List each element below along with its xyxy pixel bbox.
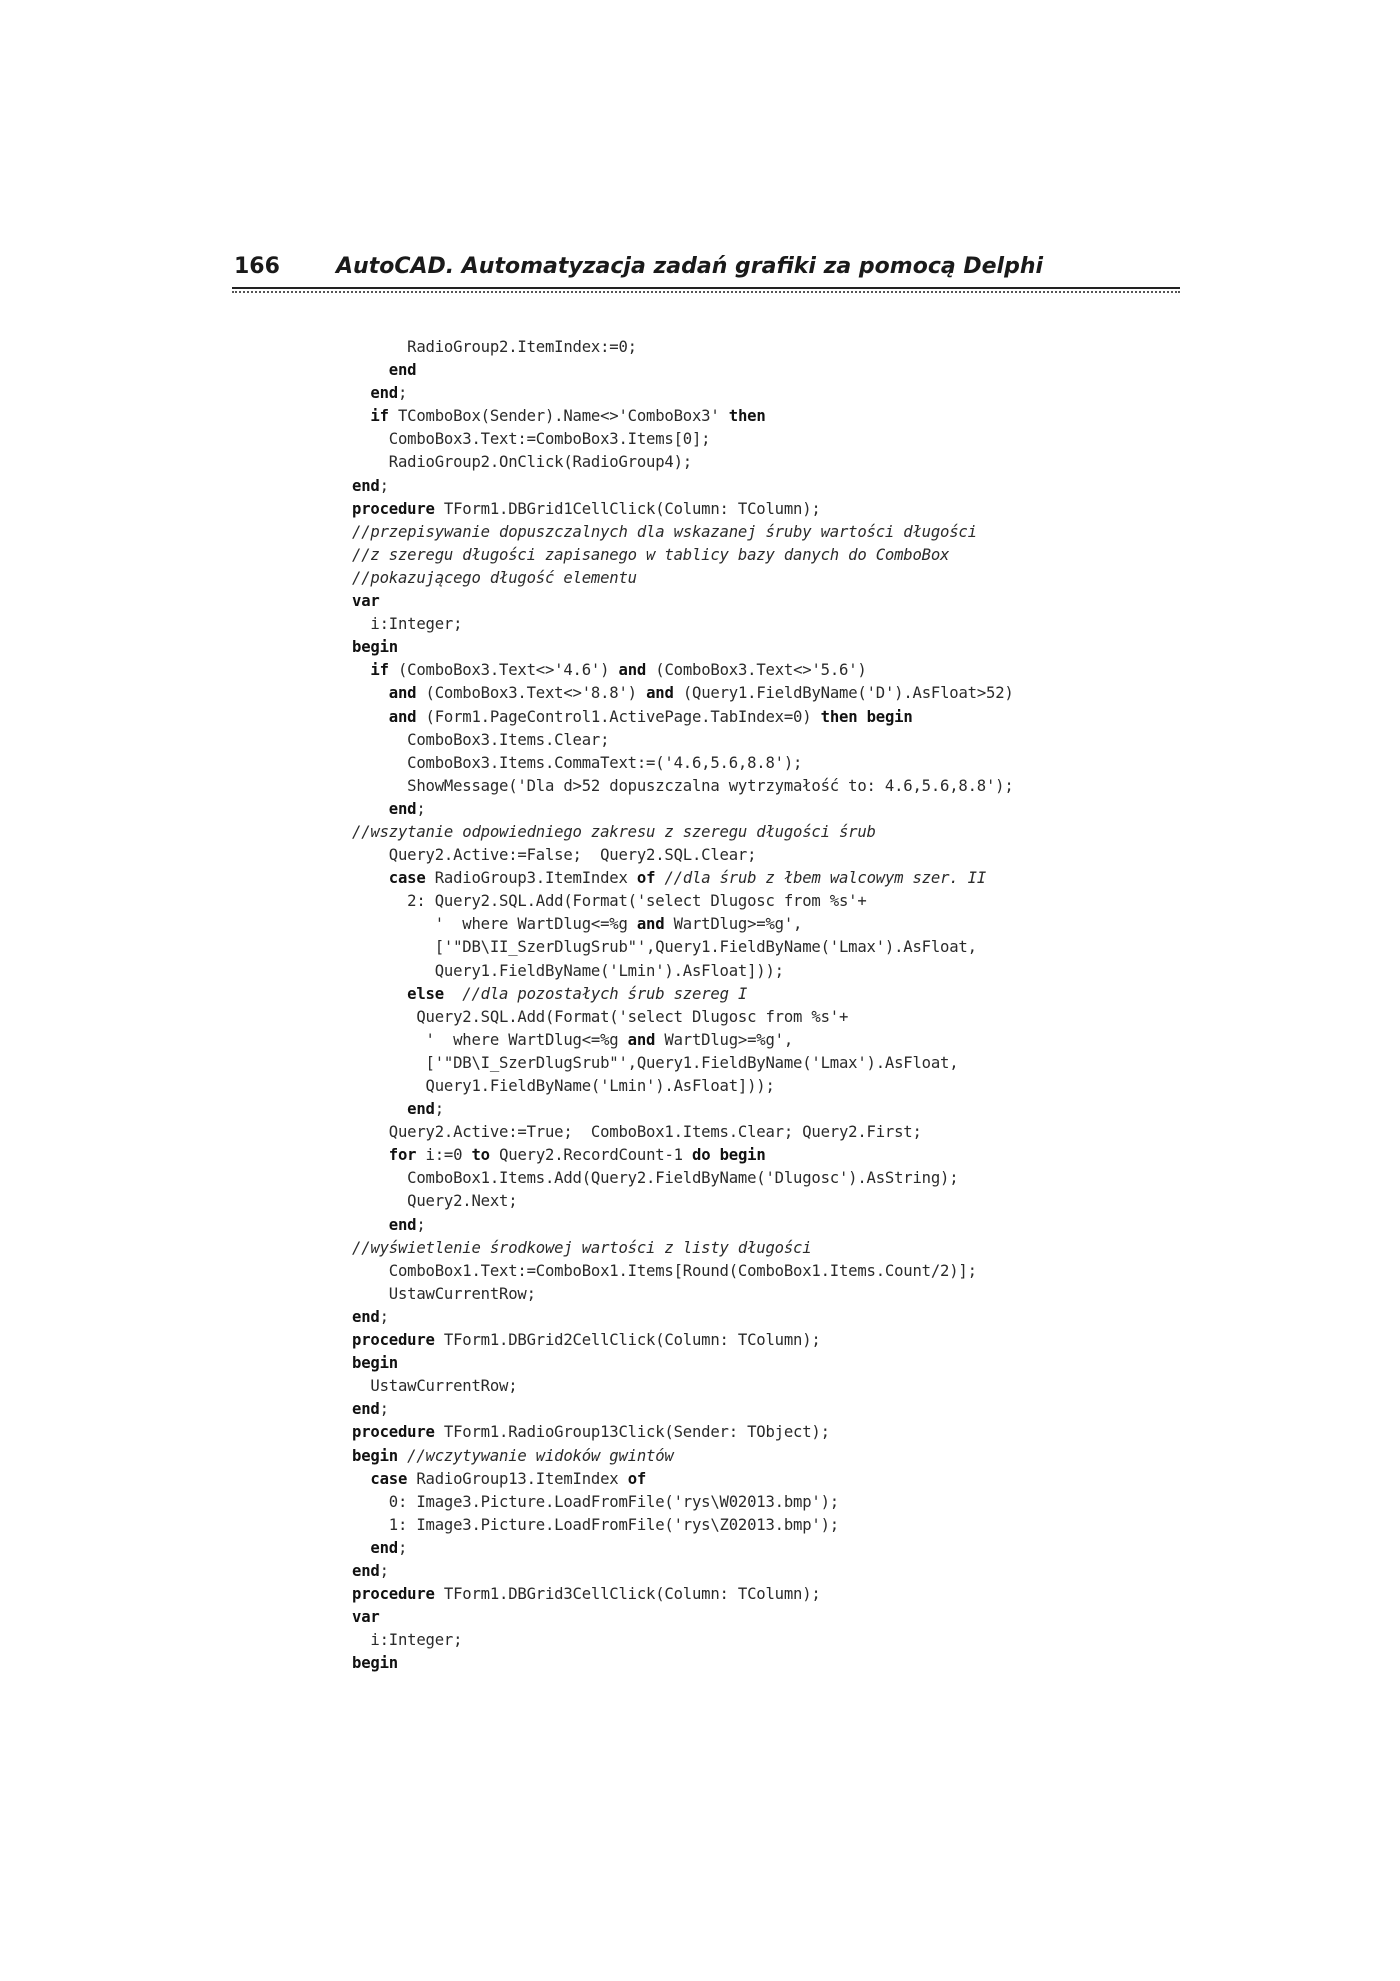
code-text — [352, 1100, 407, 1118]
code-text: (Query1.FieldByName('D').AsFloat>52) — [673, 684, 1014, 703]
code-comment: //wszytanie odpowiedniego zakresu z szeregu długości śrub — [352, 822, 876, 841]
code-keyword: if — [370, 661, 389, 680]
code-text: (ComboBox3.Text<>'4.6') — [388, 661, 619, 680]
code-text: Query2.RecordCount-1 — [489, 1146, 693, 1165]
code-keyword: then begin — [820, 707, 913, 726]
code-text: 0: Image3.Picture.LoadFromFile('rys\W02013.bmp'); — [352, 1492, 839, 1511]
code-keyword: end — [407, 1100, 435, 1119]
code-line — [352, 729, 1112, 752]
code-line — [352, 752, 1112, 775]
code-line — [352, 1283, 1112, 1306]
code-text: Query2.Active:=False; Query2.SQL.Clear; — [352, 846, 757, 865]
code-comment: //dla śrub z łbem walcowym szer. II — [664, 869, 987, 888]
code-line — [352, 1052, 1112, 1075]
code-text: ['"DB\I_SzerDlugSrub"',Query1.FieldByName('Lmax').AsFloat, — [352, 1053, 959, 1072]
book-title: AutoCAD. Automatyzacja zadań grafiki za pomocą Delphi — [336, 254, 1044, 279]
code-line — [352, 844, 1112, 867]
code-keyword: and — [618, 661, 647, 680]
code-keyword: end — [352, 476, 380, 495]
code-keyword: and — [627, 1030, 656, 1049]
code-text: TForm1.DBGrid2CellClick(Column: TColumn); — [434, 1331, 821, 1350]
code-line — [352, 1583, 1112, 1606]
code-text — [352, 800, 389, 818]
code-text — [352, 1216, 389, 1234]
code-text: 1: Image3.Picture.LoadFromFile('rys\Z02013.bmp'); — [352, 1515, 839, 1534]
code-text: ; — [397, 1538, 408, 1557]
code-text: TForm1.DBGrid1CellClick(Column: TColumn); — [434, 499, 821, 518]
code-keyword: then — [728, 407, 766, 426]
code-text: UstawCurrentRow; — [352, 1377, 518, 1396]
code-text — [352, 708, 389, 726]
code-line — [352, 1398, 1112, 1421]
code-text: RadioGroup13.ItemIndex — [407, 1469, 628, 1488]
code-line — [352, 451, 1112, 474]
code-line — [352, 682, 1112, 705]
code-keyword: case — [370, 1469, 408, 1488]
code-text: RadioGroup2.ItemIndex:=0; — [352, 338, 637, 356]
code-line — [352, 1029, 1112, 1052]
code-line — [352, 336, 1112, 359]
code-text: (ComboBox3.Text<>'5.6') — [646, 661, 867, 680]
code-keyword: end — [388, 1215, 417, 1234]
code-comment: //z szeregu długości zapisanego w tablicy bazy danych do ComboBox — [352, 545, 950, 564]
code-text: i:=0 — [416, 1146, 472, 1165]
code-line — [352, 590, 1112, 613]
code-keyword: procedure — [352, 1423, 435, 1442]
code-text: i:Integer; — [352, 1631, 463, 1650]
code-text: RadioGroup2.OnClick(RadioGroup4); — [352, 453, 692, 472]
code-keyword: and — [646, 684, 674, 703]
code-line — [352, 1468, 1112, 1491]
code-line — [352, 636, 1112, 659]
code-comment: //dla pozostałych śrub szereg I — [462, 984, 748, 1003]
code-text — [398, 1447, 407, 1465]
code-text — [352, 384, 370, 402]
code-line — [352, 1121, 1112, 1144]
code-text: Query2.Active:=True; ComboBox1.Items.Clear; Query2.First; — [352, 1123, 922, 1142]
code-text: Query2.Next; — [352, 1192, 518, 1211]
code-line — [352, 1144, 1112, 1167]
code-keyword: for — [388, 1146, 417, 1165]
code-text: TForm1.DBGrid3CellClick(Column: TColumn); — [434, 1585, 821, 1604]
code-line — [352, 1006, 1112, 1029]
code-line — [352, 1167, 1112, 1190]
code-line — [352, 983, 1112, 1006]
code-line — [352, 382, 1112, 405]
code-line — [352, 1375, 1112, 1398]
code-keyword: and — [636, 915, 665, 934]
code-line — [352, 890, 1112, 913]
code-keyword: var — [352, 1608, 380, 1627]
code-line — [352, 1537, 1112, 1560]
code-keyword: end — [370, 1538, 398, 1557]
code-text — [352, 985, 407, 1003]
code-keyword: of — [636, 869, 656, 888]
code-text: ComboBox3.Text:=ComboBox3.Items[0]; — [352, 430, 711, 449]
page-header — [232, 254, 1180, 294]
code-line — [352, 1329, 1112, 1352]
code-listing — [352, 336, 1112, 1675]
code-text: TForm1.RadioGroup13Click(Sender: TObject); — [434, 1423, 830, 1442]
code-line — [352, 567, 1112, 590]
code-text: ComboBox3.Items.Clear; — [352, 730, 610, 749]
code-text — [352, 1146, 389, 1164]
code-text: Query2.SQL.Add(Format('select Dlugosc from %s'+ — [352, 1007, 849, 1026]
code-text: (Form1.PageControl1.ActivePage.TabIndex=0) — [416, 707, 821, 726]
code-line — [352, 1445, 1112, 1468]
code-text: ; — [379, 476, 389, 495]
code-keyword: else — [407, 984, 444, 1003]
page-number: 166 — [234, 254, 280, 279]
code-text: ; — [434, 1100, 444, 1119]
code-keyword: and — [388, 684, 417, 703]
code-text — [352, 407, 370, 425]
code-line — [352, 1352, 1112, 1375]
code-line — [352, 775, 1112, 798]
code-line — [352, 475, 1112, 498]
code-comment: //pokazującego długość elementu — [352, 568, 637, 587]
code-text: UstawCurrentRow; — [352, 1284, 536, 1303]
code-line — [352, 1237, 1112, 1260]
code-text — [352, 361, 389, 379]
code-keyword: procedure — [352, 1331, 435, 1350]
code-line — [352, 1652, 1112, 1675]
code-line — [352, 1560, 1112, 1583]
code-keyword: begin — [352, 1354, 398, 1373]
code-text: ' where WartDlug<=%g — [352, 915, 637, 934]
code-line — [352, 1075, 1112, 1098]
code-text — [352, 1539, 370, 1557]
code-keyword: procedure — [352, 1585, 435, 1604]
code-text: WartDlug>=%g', — [655, 1030, 794, 1049]
code-line — [352, 498, 1112, 521]
code-comment: //przepisywanie dopuszczalnych dla wskazanej śruby wartości długości — [352, 522, 977, 541]
code-text: ShowMessage('Dla d>52 dopuszczalna wytrzymałość to: 4.6,5.6,8.8'); — [352, 776, 1014, 795]
code-keyword: end — [370, 384, 398, 403]
code-comment: //wczytywanie widoków gwintów — [407, 1446, 674, 1465]
code-line — [352, 936, 1112, 959]
code-text: ComboBox1.Text:=ComboBox1.Items[Round(ComboBox1.Items.Count/2)]; — [352, 1261, 977, 1280]
code-line — [352, 428, 1112, 451]
code-keyword: procedure — [352, 499, 435, 518]
header-rule — [232, 287, 1180, 289]
code-keyword: end — [352, 1561, 380, 1580]
code-text: RadioGroup3.ItemIndex — [425, 869, 637, 888]
code-line — [352, 1214, 1112, 1237]
code-line — [352, 1491, 1112, 1514]
code-keyword: begin — [352, 1446, 398, 1465]
code-line — [352, 1306, 1112, 1329]
code-text — [352, 684, 389, 702]
code-text — [352, 1470, 370, 1488]
code-text: ComboBox3.Items.CommaText:=('4.6,5.6,8.8'); — [352, 753, 803, 772]
code-text: ' where WartDlug<=%g — [352, 1030, 628, 1049]
code-line — [352, 1629, 1112, 1652]
code-text: WartDlug>=%g', — [664, 915, 803, 934]
code-line — [352, 544, 1112, 567]
code-line — [352, 1190, 1112, 1213]
code-line — [352, 1606, 1112, 1629]
code-line — [352, 960, 1112, 983]
code-line — [352, 706, 1112, 729]
code-keyword: do begin — [692, 1146, 766, 1165]
code-text — [352, 869, 389, 887]
code-keyword: case — [388, 869, 426, 888]
code-keyword: and — [388, 707, 417, 726]
code-text: ['"DB\II_SzerDlugSrub"',Query1.FieldByName('Lmax').AsFloat, — [352, 938, 977, 957]
code-keyword: of — [627, 1469, 647, 1488]
code-text: i:Integer; — [352, 615, 463, 634]
code-text — [352, 661, 370, 679]
code-keyword: to — [471, 1146, 490, 1165]
code-line — [352, 405, 1112, 428]
code-text: ; — [416, 799, 426, 818]
code-line — [352, 821, 1112, 844]
code-keyword: var — [352, 592, 380, 611]
code-keyword: if — [370, 407, 389, 426]
code-text: 2: Query2.SQL.Add(Format('select Dlugosc from %s'+ — [352, 892, 867, 911]
code-keyword: end — [352, 1307, 380, 1326]
code-keyword: end — [388, 799, 417, 818]
code-line — [352, 798, 1112, 821]
code-line — [352, 1098, 1112, 1121]
code-line — [352, 359, 1112, 382]
code-text: (ComboBox3.Text<>'8.8') — [416, 684, 647, 703]
code-text: Query1.FieldByName('Lmin').AsFloat])); — [352, 961, 784, 980]
code-text — [444, 985, 462, 1003]
code-text: ; — [397, 384, 408, 403]
code-text: ; — [379, 1400, 389, 1419]
code-keyword: end — [352, 1400, 380, 1419]
header-rule-dotted — [232, 291, 1180, 293]
code-line — [352, 659, 1112, 682]
code-text: Query1.FieldByName('Lmin').AsFloat])); — [352, 1077, 775, 1095]
code-text: TComboBox(Sender).Name<>'ComboBox3' — [388, 407, 729, 426]
code-keyword: end — [388, 361, 417, 380]
code-text: ; — [379, 1561, 389, 1580]
code-line — [352, 1514, 1112, 1537]
code-line — [352, 1260, 1112, 1283]
code-keyword: begin — [352, 1654, 398, 1673]
code-line — [352, 1421, 1112, 1444]
code-line — [352, 521, 1112, 544]
code-text: ; — [416, 1215, 426, 1234]
code-line — [352, 867, 1112, 890]
code-comment: //wyświetlenie środkowej wartości z listy długości — [352, 1238, 812, 1257]
code-keyword: begin — [352, 638, 398, 657]
code-line — [352, 913, 1112, 936]
code-text: ; — [379, 1307, 389, 1326]
code-line — [352, 613, 1112, 636]
code-text: ComboBox1.Items.Add(Query2.FieldByName('Dlugosc').AsString); — [352, 1169, 959, 1188]
